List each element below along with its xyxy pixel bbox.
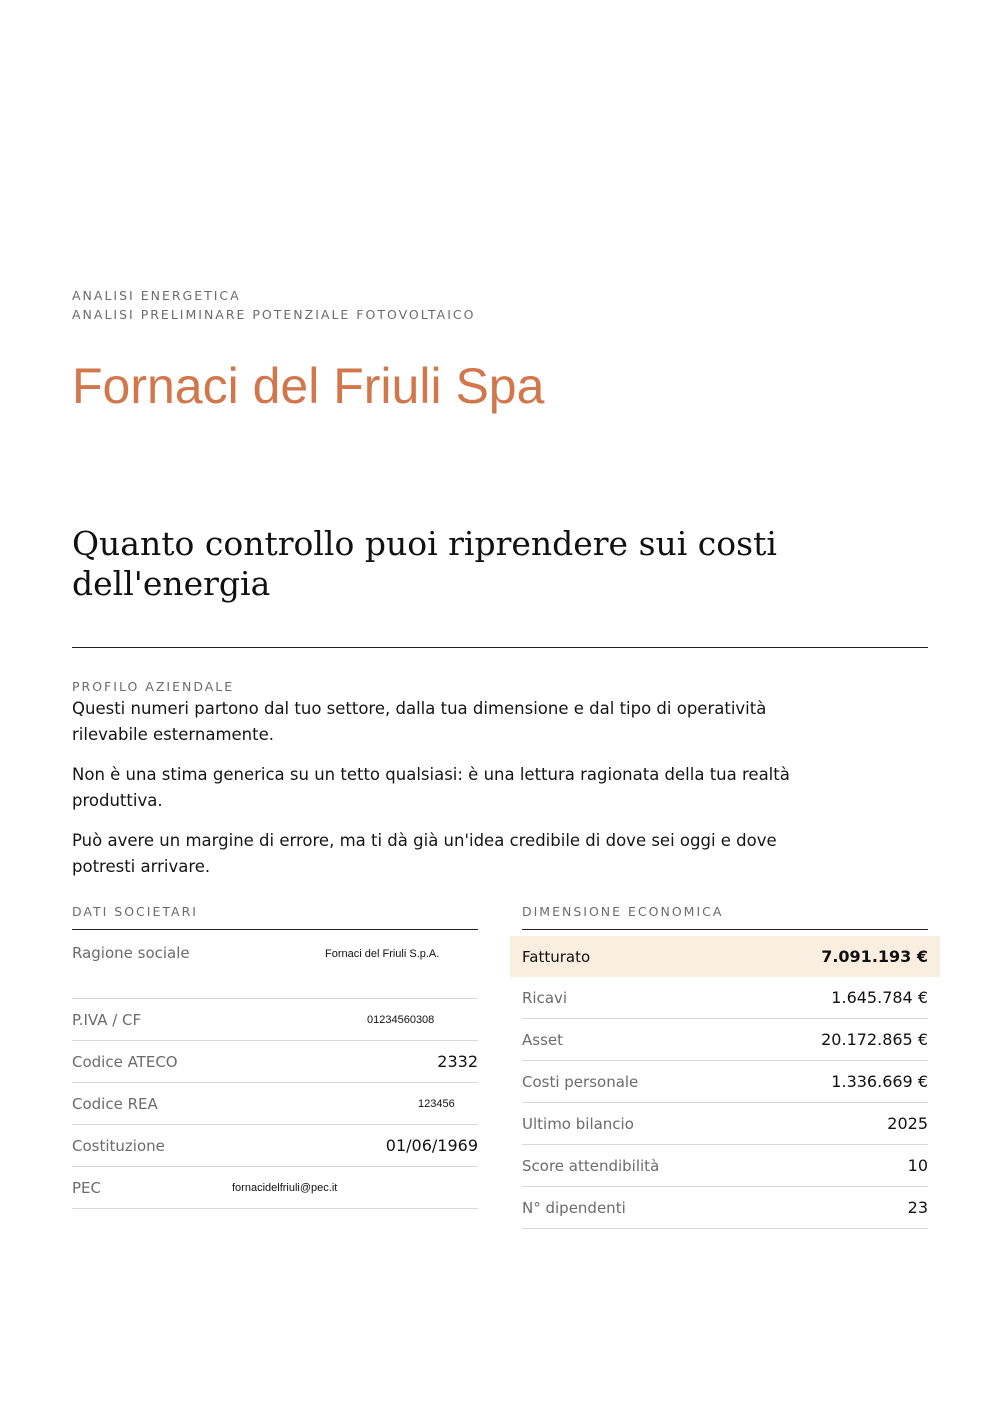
row-value: 23: [907, 1198, 928, 1217]
row-key: Ragione sociale: [72, 944, 190, 962]
table-row: [522, 1145, 928, 1187]
profile-text: [72, 696, 792, 894]
row-key: Asset: [522, 1030, 564, 1049]
row-value: 1.336.669 €: [831, 1072, 928, 1091]
table-row: [522, 1103, 928, 1145]
row-key: Score attendibilità: [522, 1156, 660, 1175]
table-row: [522, 977, 928, 1019]
row-value: 2025: [887, 1114, 928, 1133]
row-value: 7.091.193 €: [821, 947, 928, 966]
row-key: N° dipendenti: [522, 1198, 626, 1217]
row-key: Costituzione: [72, 1136, 165, 1155]
company-name: Fornaci del Friuli Spa: [72, 358, 545, 414]
dimensione-economica-label: DIMENSIONE ECONOMICA: [522, 904, 928, 930]
table-row: [522, 1061, 928, 1103]
table-row: [522, 1019, 928, 1061]
table-row: [72, 1041, 478, 1083]
table-row: [522, 1187, 928, 1229]
row-value: 20.172.865 €: [821, 1030, 928, 1049]
row-value: 2332: [437, 1052, 478, 1071]
kicker-line-1: ANALISI ENERGETICA: [72, 288, 241, 303]
kicker: [72, 286, 475, 324]
row-key: Codice ATECO: [72, 1052, 178, 1071]
row-value: 01234560308: [367, 1013, 435, 1026]
row-key: Ultimo bilancio: [522, 1114, 634, 1133]
divider: [72, 647, 928, 648]
profile-label: PROFILO AZIENDALE: [72, 679, 235, 694]
row-value: 1.645.784 €: [831, 988, 928, 1007]
row-value: 10: [907, 1156, 928, 1175]
table-row: [72, 1125, 478, 1167]
table-row: [72, 1083, 478, 1125]
row-key: Codice REA: [72, 1094, 158, 1113]
table-row: [72, 930, 478, 999]
row-value: fornacidelfriuli@pec.it: [232, 1181, 338, 1194]
row-value: 01/06/1969: [385, 1136, 478, 1155]
table-row: [72, 1167, 478, 1209]
profile-paragraph: Non è una stima generica su un tetto qualsiasi: è una lettura ragionata della tua realtà produttiva.: [72, 765, 790, 810]
profile-paragraph: Questi numeri partono dal tuo settore, dalla tua dimensione e dal tipo di operatività rilevabile esternamente.: [72, 699, 767, 744]
profile-paragraph: Può avere un margine di errore, ma ti dà già un'idea credibile di dove sei oggi e dove potresti arrivare.: [72, 831, 777, 876]
row-key: Ricavi: [522, 988, 568, 1007]
table-row-highlight: [510, 936, 940, 977]
row-value: Fornaci del Friuli S.p.A.: [325, 948, 440, 960]
kicker-line-2: ANALISI PRELIMINARE POTENZIALE FOTOVOLTAICO: [72, 307, 476, 322]
row-value: 123456: [418, 1097, 455, 1110]
dati-societari-table: [72, 904, 478, 1209]
dati-societari-label: DATI SOCIETARI: [72, 904, 478, 930]
dimensione-economica-table: [522, 904, 928, 1229]
table-row: [72, 999, 478, 1041]
row-key: PEC: [72, 1178, 101, 1197]
headline: Quanto controllo puoi riprendere sui costi dell'energia: [72, 524, 777, 603]
row-key: Costi personale: [522, 1072, 639, 1091]
row-key: Fatturato: [522, 947, 591, 966]
row-key: P.IVA / CF: [72, 1010, 142, 1029]
